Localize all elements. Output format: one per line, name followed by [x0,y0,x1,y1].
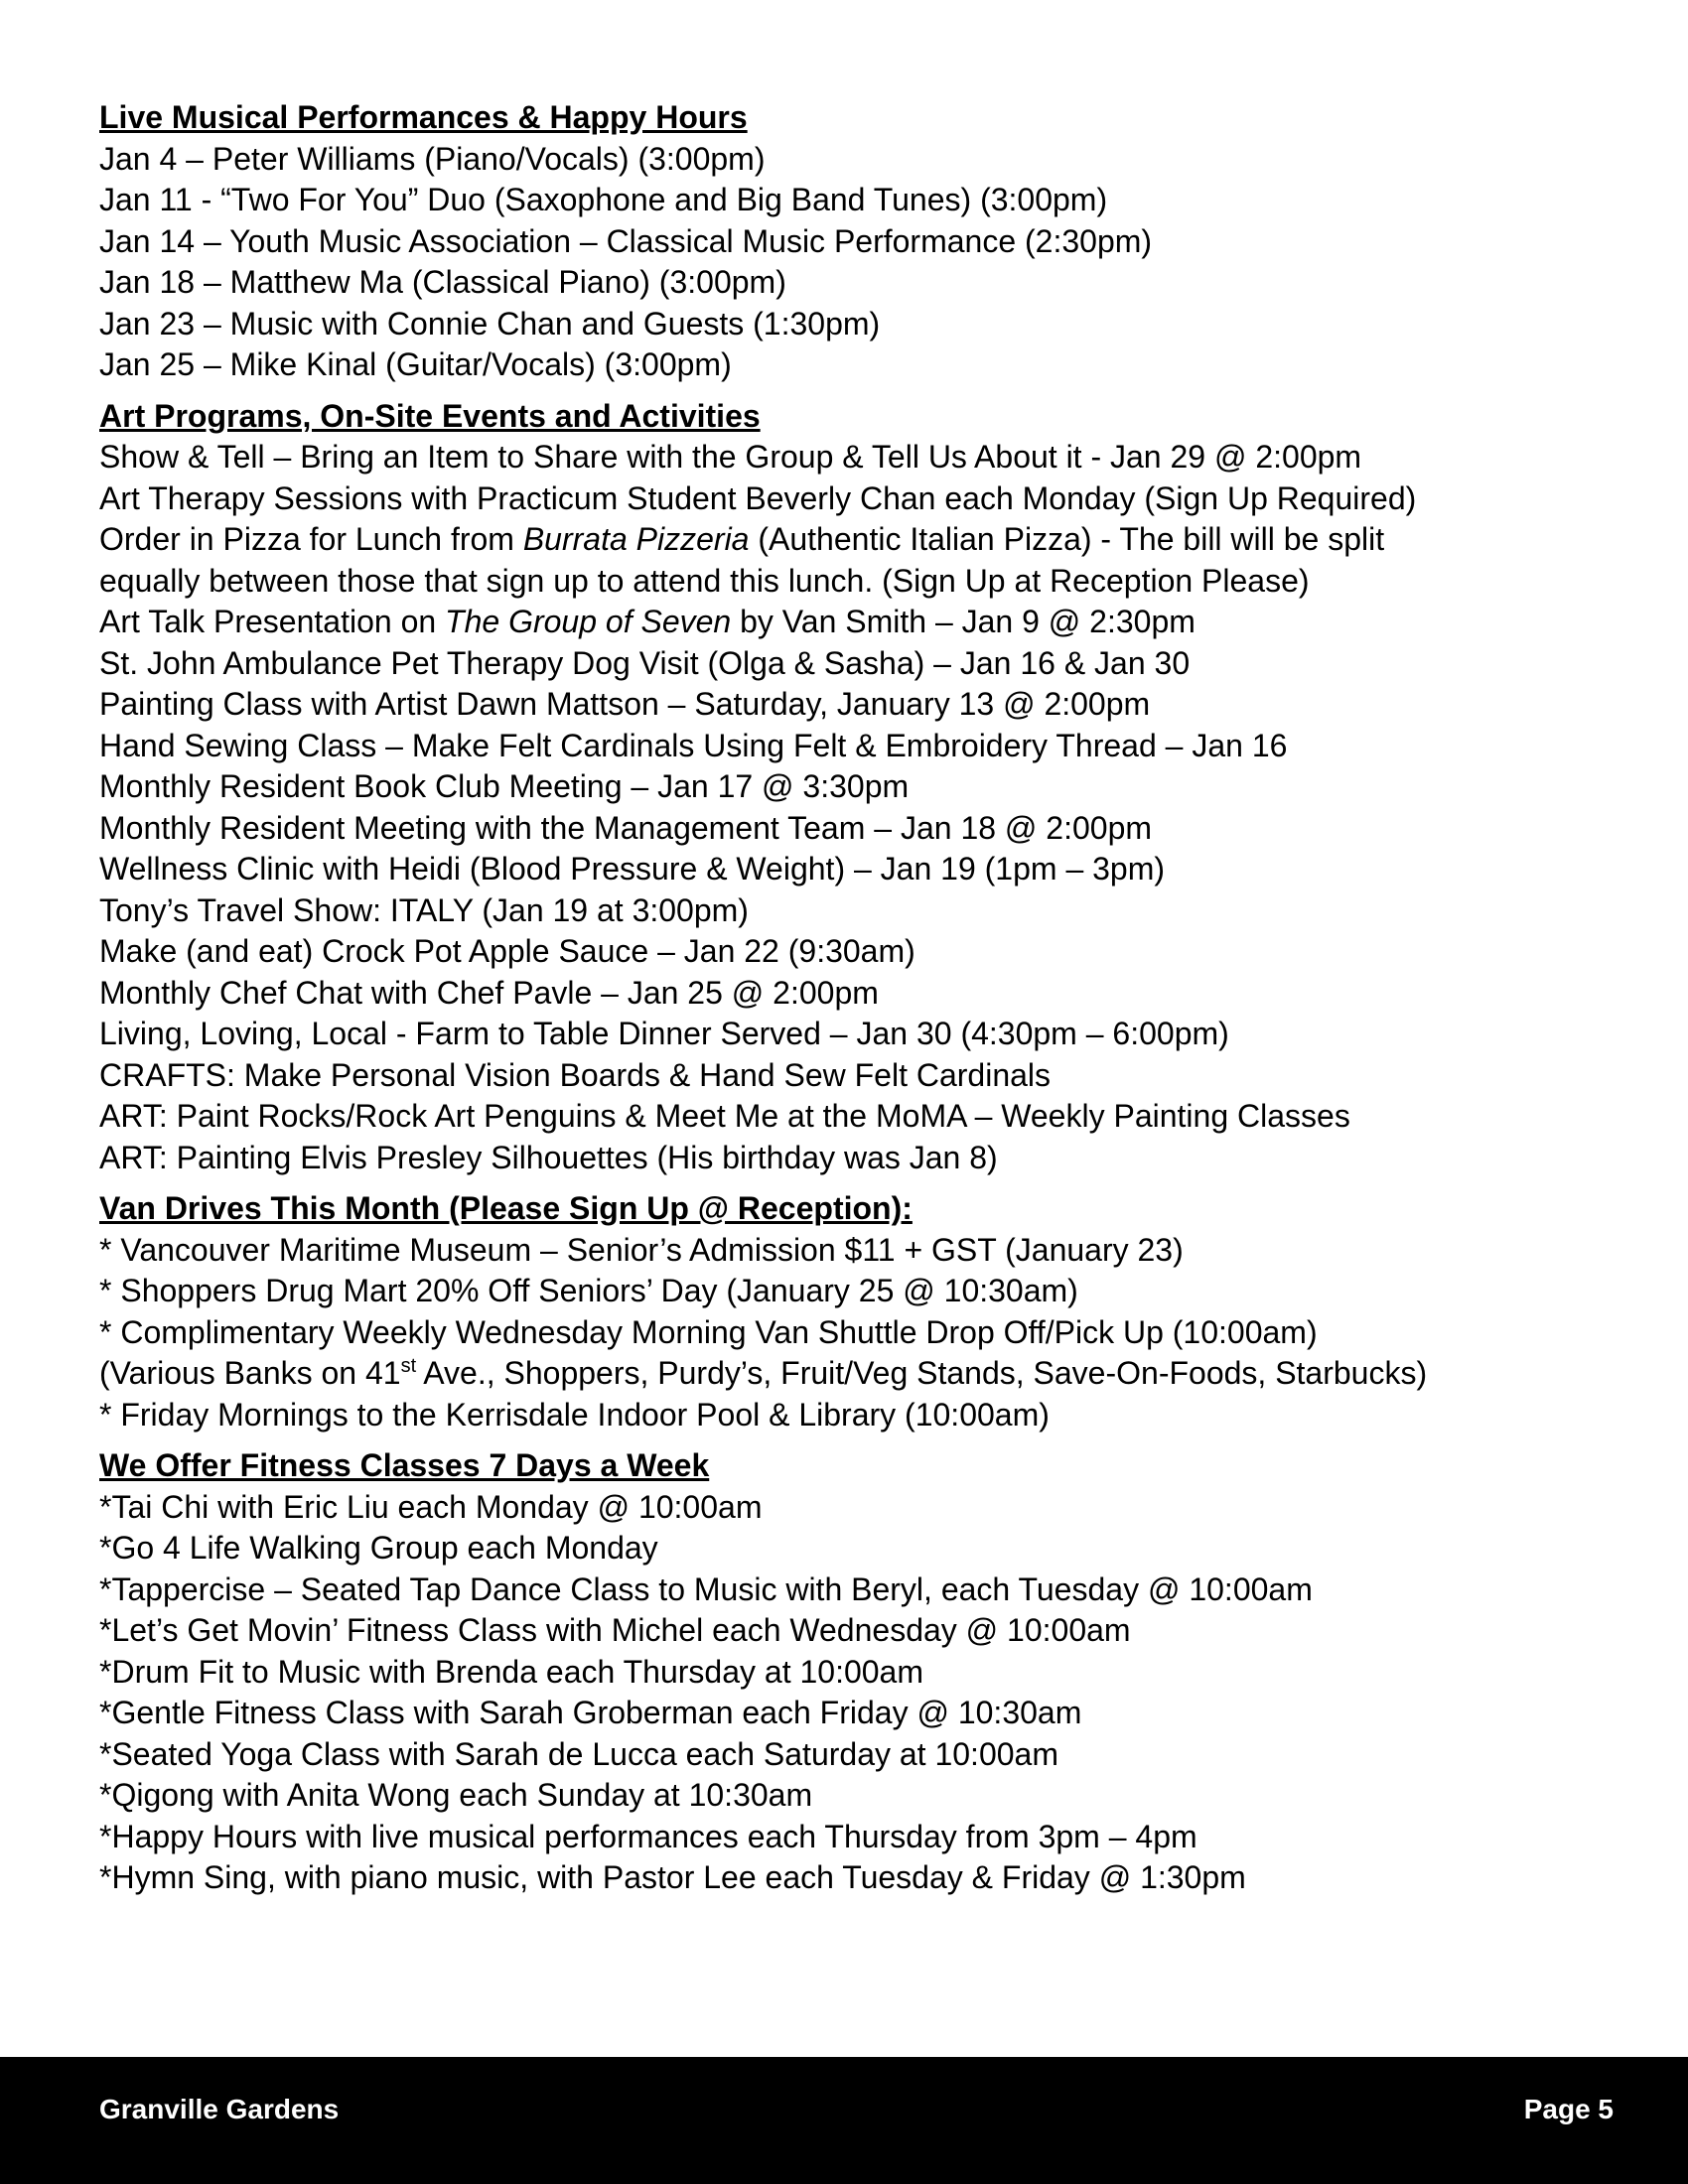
art-item-pizza [99,519,1648,561]
art-heading: Art Programs, On-Site Events and Activities [99,397,761,434]
fitness-item: *Tappercise – Seated Tap Dance Class to Music with Beryl, each Tuesday @ 10:00am [99,1570,1313,1607]
fitness-item: *Seated Yoga Class with Sarah de Lucca each Saturday at 10:00am [99,1735,1058,1772]
music-item: Jan 25 – Mike Kinal (Guitar/Vocals) (3:00pm) [99,346,732,382]
art-item: Painting Class with Artist Dawn Mattson – Saturday, January 13 @ 2:00pm [99,686,1151,722]
art-item: Monthly Chef Chat with Chef Pavle – Jan 25 @ 2:00pm [99,974,879,1011]
art-item: Monthly Resident Meeting with the Management Team – Jan 18 @ 2:00pm [99,809,1153,846]
art-item: CRAFTS: Make Personal Vision Boards & Hand Sew Felt Cardinals [99,1056,1052,1093]
fitness-section [99,1445,1648,1899]
talk-text-cont: by Van Smith – Jan 9 @ 2:30pm [731,604,1196,639]
van-heading: Van Drives This Month (Please Sign Up @ Reception): [99,1190,913,1226]
fitness-item: *Drum Fit to Music with Brenda each Thursday at 10:00am [99,1653,923,1690]
music-section [99,97,1648,386]
music-item: Jan 23 – Music with Connie Chan and Guests (1:30pm) [99,305,881,341]
pizza-text-cont: (Authentic Italian Pizza) - The bill will be split [749,521,1385,557]
van-item: * Shoppers Drug Mart 20% Off Seniors’ Day (January 25 @ 10:30am) [99,1273,1078,1308]
van-item: * Friday Mornings to the Kerrisdale Indoor Pool & Library (10:00am) [99,1396,1050,1433]
music-item: Jan 4 – Peter Williams (Piano/Vocals) (3:00pm) [99,140,766,177]
van-item-banks [99,1353,1648,1395]
footer-org-name: Granville Gardens [99,2094,340,2124]
ordinal-suffix: st [400,1355,417,1377]
van-section [99,1188,1648,1435]
music-item: Jan 11 - “Two For You” Duo (Saxophone and Big Band Tunes) (3:00pm) [99,182,1108,217]
van-item: * Vancouver Maritime Museum – Senior’s Admission $11 + GST (January 23) [99,1231,1184,1268]
fitness-item: *Qigong with Anita Wong each Sunday at 10:30am [99,1777,813,1813]
art-section [99,396,1648,1179]
pizzeria-name: Burrata Pizzeria [522,521,750,557]
banks-text-cont: Ave., Shoppers, Purdy’s, Fruit/Veg Stands, Save-On-Foods, Starbucks) [416,1355,1428,1391]
art-item: Hand Sewing Class – Make Felt Cardinals Using Felt & Embroidery Thread – Jan 16 [99,727,1288,763]
van-item: * Complimentary Weekly Wednesday Morning Van Shuttle Drop Off/Pick Up (10:00am) [99,1313,1318,1350]
art-item: Monthly Resident Book Club Meeting – Jan 17 @ 3:30pm [99,768,910,804]
music-heading: Live Musical Performances & Happy Hours [99,99,748,135]
art-item-talk [99,602,1648,643]
talk-text: Art Talk Presentation on [99,604,446,639]
music-item: Jan 18 – Matthew Ma (Classical Piano) (3:00pm) [99,264,786,300]
art-item: Show & Tell – Bring an Item to Share with the Group & Tell Us About it - Jan 29 @ 2:00pm [99,439,1362,475]
page-number: Page 5 [1523,2094,1614,2124]
page-footer [0,2057,1688,2184]
art-item: Make (and eat) Crock Pot Apple Sauce – Jan 22 (9:30am) [99,933,915,969]
fitness-item: *Gentle Fitness Class with Sarah Groberman each Friday @ 10:30am [99,1695,1082,1730]
art-item: Wellness Clinic with Heidi (Blood Pressure & Weight) – Jan 19 (1pm – 3pm) [99,851,1166,887]
art-item: ART: Painting Elvis Presley Silhouettes (His birthday was Jan 8) [99,1139,998,1175]
fitness-item: *Tai Chi with Eric Liu each Monday @ 10:00am [99,1488,763,1525]
fitness-heading: We Offer Fitness Classes 7 Days a Week [99,1447,710,1483]
pizza-text: Order in Pizza for Lunch from [99,521,523,557]
art-item-pizza-cont: equally between those that sign up to attend this lunch. (Sign Up at Reception Please) [99,562,1310,599]
art-item: Living, Loving, Local - Farm to Table Dinner Served – Jan 30 (4:30pm – 6:00pm) [99,1016,1229,1051]
fitness-item: *Hymn Sing, with piano music, with Pastor Lee each Tuesday & Friday @ 1:30pm [99,1859,1246,1895]
fitness-item: *Go 4 Life Walking Group each Monday [99,1530,658,1566]
art-item: Art Therapy Sessions with Practicum Student Beverly Chan each Monday (Sign Up Required) [99,479,1417,516]
art-item: St. John Ambulance Pet Therapy Dog Visit (Olga & Sasha) – Jan 16 & Jan 30 [99,644,1191,681]
art-item: Tony’s Travel Show: ITALY (Jan 19 at 3:00pm) [99,891,749,928]
fitness-item: *Let’s Get Movin’ Fitness Class with Michel each Wednesday @ 10:00am [99,1612,1131,1648]
talk-title: The Group of Seven [445,604,732,639]
music-item: Jan 14 – Youth Music Association – Classical Music Performance (2:30pm) [99,222,1153,259]
banks-text: (Various Banks on 41 [99,1355,401,1391]
page-content [99,97,1648,1909]
art-item: ART: Paint Rocks/Rock Art Penguins & Meet Me at the MoMA – Weekly Painting Classes [99,1098,1350,1134]
fitness-item: *Happy Hours with live musical performances each Thursday from 3pm – 4pm [99,1818,1197,1854]
